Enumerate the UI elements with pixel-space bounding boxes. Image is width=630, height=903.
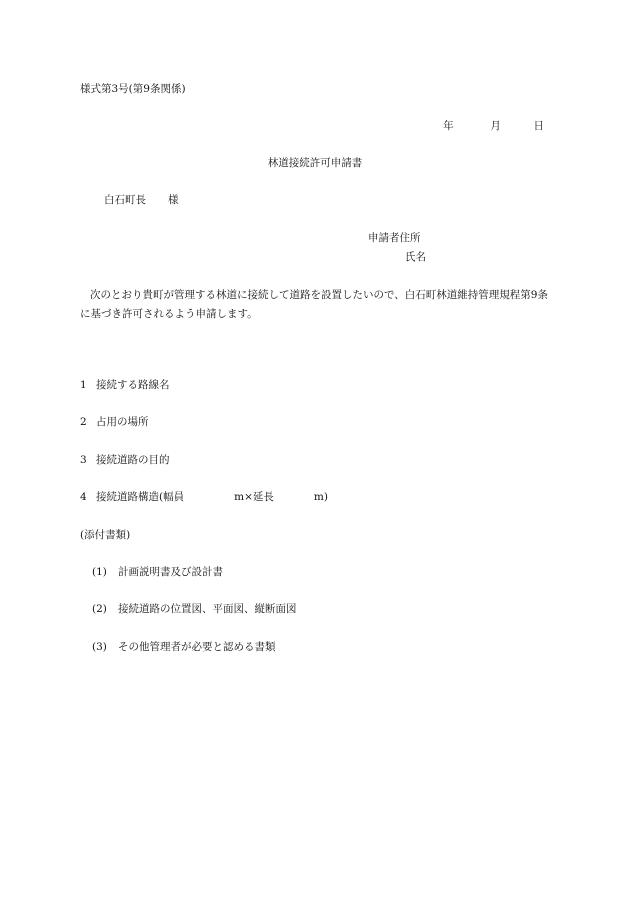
attachment-item: [92, 640, 276, 654]
item-prefix: 接続道路構造(幅員: [96, 491, 185, 503]
date-line: [443, 119, 544, 133]
list-item: [80, 453, 170, 467]
item-mid: m×延長: [234, 491, 274, 503]
item-number: 4: [80, 491, 87, 503]
item-text: 接続道路の目的: [96, 454, 170, 466]
applicant-name-label: 氏名: [405, 251, 426, 263]
applicant-address-label: 申請者住所: [368, 232, 421, 244]
attachment-number: (1): [92, 566, 107, 578]
item-number: 1: [80, 379, 87, 391]
document-title: 林道接続許可申請書: [267, 157, 363, 169]
item-suffix: m): [313, 491, 328, 503]
body-text: 次のとおり貴町が管理する林道に接続して道路を設置したいので、白石町林道維持管理規程第9条に基づき許可されるよう申請します。: [80, 289, 548, 320]
form-number: 様式第3号(第9条関係): [80, 83, 186, 95]
item-number: 2: [80, 416, 87, 428]
list-item: [80, 378, 170, 392]
attachment-item: [92, 565, 223, 579]
attachment-text: 接続道路の位置図、平面図、縦断面図: [118, 603, 297, 615]
item-text: 占用の場所: [96, 416, 149, 428]
attachment-text: 計画説明書及び設計書: [118, 566, 223, 578]
attachments-heading: (添付書類): [80, 529, 131, 541]
addressee-name: 白石町長: [104, 194, 146, 206]
date-year-label: 年: [443, 120, 454, 132]
attachment-text: その他管理者が必要と認める書類: [118, 641, 276, 653]
addressee-honorific: 様: [168, 194, 179, 206]
attachment-item: [92, 602, 297, 616]
attachment-number: (2): [92, 603, 107, 615]
attachment-number: (3): [92, 641, 107, 653]
date-day-label: 日: [533, 120, 544, 132]
item-number: 3: [80, 454, 87, 466]
item-text: 接続する路線名: [96, 379, 170, 391]
list-item: [80, 415, 149, 429]
addressee: [104, 193, 179, 207]
list-item-road-structure: [80, 490, 328, 504]
date-month-label: 月: [490, 120, 501, 132]
